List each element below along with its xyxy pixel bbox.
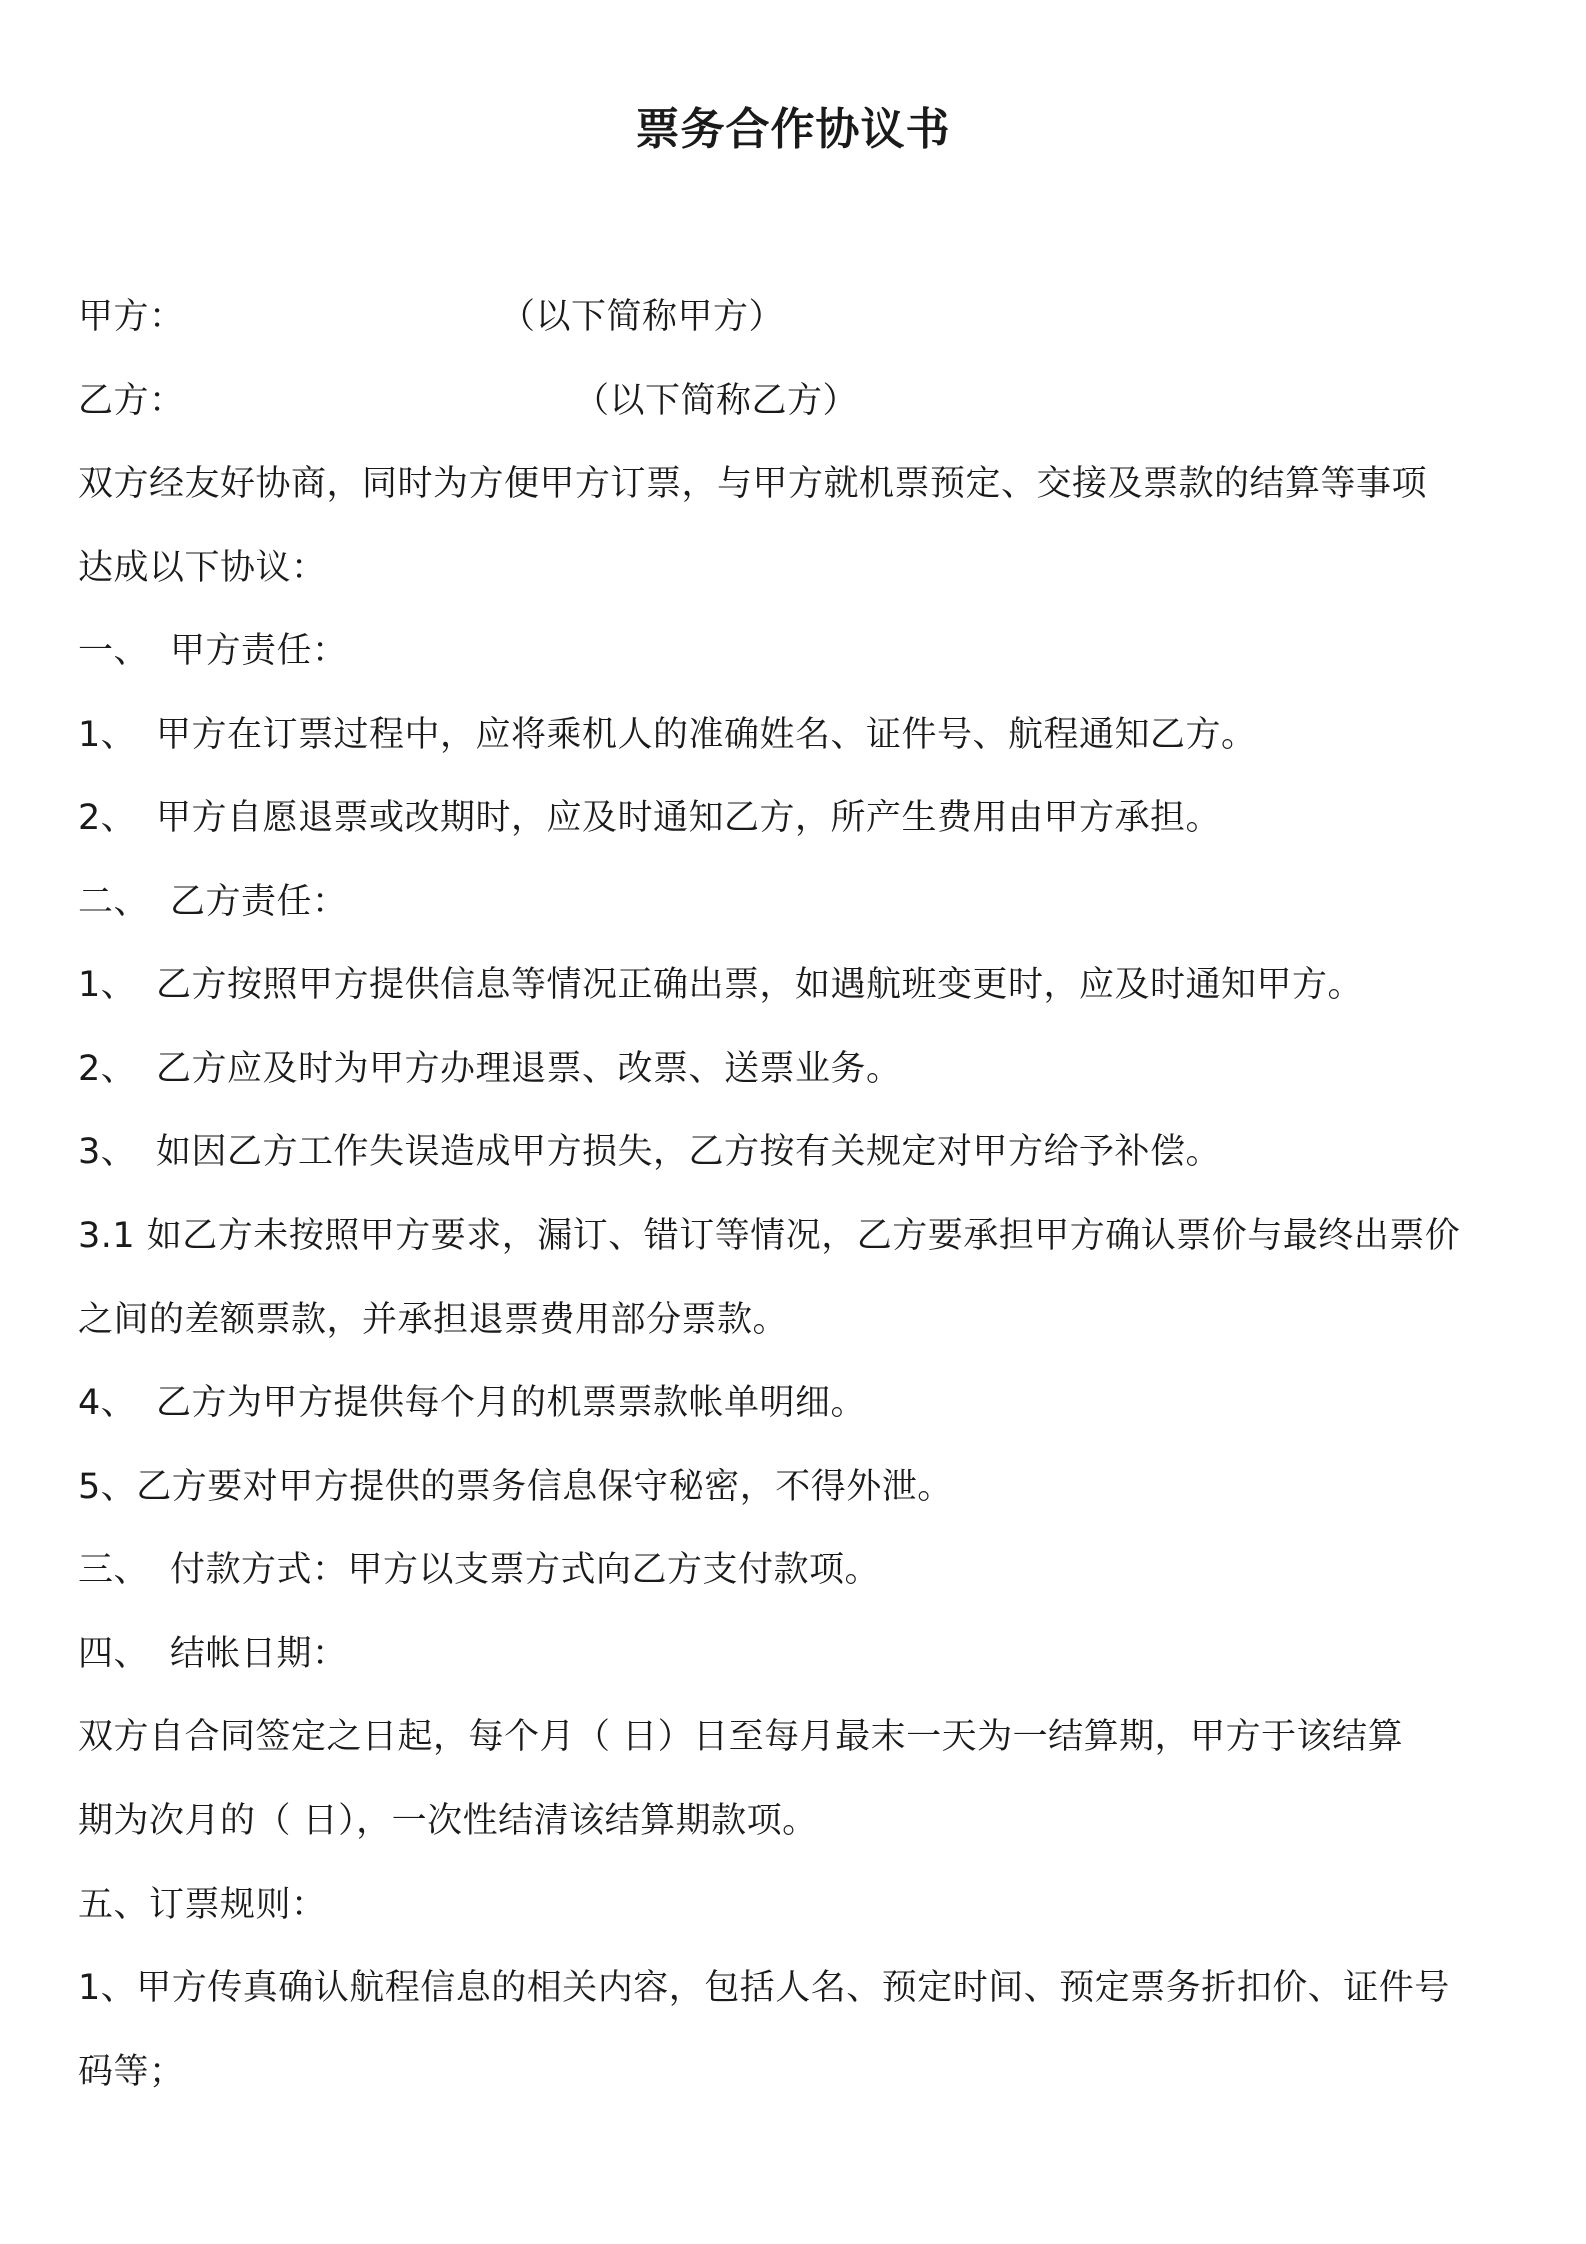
s2-item-2-number: 2、 [78, 1049, 137, 1089]
s2-clause-3-1-line-2: 之间的差额票款，并承担退票费用部分票款。 [78, 1300, 789, 1340]
section-1-heading [78, 626, 348, 676]
s2-item-4-number: 4、 [78, 1383, 137, 1423]
intro-line-1: 双方经友好协商，同时为方便甲方订票，与甲方就机票预定、交接及票款的结算等事项 [78, 464, 1428, 504]
s2-item-5: 5、乙方要对甲方提供的票务信息保守秘密，不得外泄。 [78, 1467, 953, 1507]
section-4-title: 结帐日期： [170, 1634, 348, 1674]
s2-item-1 [78, 960, 1363, 1010]
section-2-heading [78, 877, 348, 927]
section-2-title: 乙方责任： [170, 882, 348, 922]
party-b-suffix: （以下简称乙方） [574, 381, 859, 421]
s2-item-3-number: 3、 [78, 1132, 137, 1172]
party-b-label: 乙方： [78, 381, 185, 421]
s2-item-2-text: 乙方应及时为甲方办理退票、改票、送票业务。 [156, 1049, 902, 1089]
section-3-number: 三、 [78, 1550, 150, 1590]
section-5-heading: 五、订票规则： [78, 1885, 327, 1925]
s2-item-1-text: 乙方按照甲方提供信息等情况正确出票，如遇航班变更时，应及时通知甲方。 [156, 965, 1364, 1005]
s5-item-1-line-1: 1、甲方传真确认航程信息的相关内容，包括人名、预定时间、预定票务折扣价、证件号 [78, 1968, 1450, 2008]
s2-item-2 [78, 1044, 902, 1094]
section-4-heading [78, 1629, 348, 1679]
section-1-number: 一、 [78, 631, 150, 671]
s1-item-1-text: 甲方在订票过程中，应将乘机人的准确姓名、证件号、航程通知乙方。 [156, 715, 1257, 755]
document-title: 票务合作协议书 [635, 104, 951, 155]
intro-line-2: 达成以下协议： [78, 548, 327, 588]
party-a-suffix: （以下简称甲方） [500, 297, 785, 337]
s1-item-2-text: 甲方自愿退票或改期时，应及时通知乙方，所产生费用由甲方承担。 [156, 798, 1222, 838]
s4-text-line-2: 期为次月的（ 日），一次性结清该结算期款项。 [78, 1801, 818, 1841]
s4-text-line-1: 双方自合同签定之日起，每个月（ 日）日至每月最末一天为一结算期，甲方于该结算 [78, 1717, 1404, 1757]
section-3-title: 付款方式：甲方以支票方式向乙方支付款项。 [170, 1550, 881, 1590]
s1-item-2 [78, 793, 1221, 843]
section-2-number: 二、 [78, 882, 150, 922]
section-1-title: 甲方责任： [170, 631, 348, 671]
s2-item-1-number: 1、 [78, 965, 137, 1005]
section-3-heading [78, 1545, 880, 1595]
s1-item-1-number: 1、 [78, 715, 137, 755]
s2-item-4-text: 乙方为甲方提供每个月的机票票款帐单明细。 [156, 1383, 867, 1423]
section-4-number: 四、 [78, 1634, 150, 1674]
party-a-label: 甲方： [78, 297, 185, 337]
s2-clause-3-1-line-1: 3.1 如乙方未按照甲方要求，漏订、错订等情况，乙方要承担甲方确认票价与最终出票价 [78, 1216, 1461, 1256]
s2-item-4 [78, 1378, 866, 1428]
s2-item-3-text: 如因乙方工作失误造成甲方损失，乙方按有关规定对甲方给予补偿。 [156, 1132, 1222, 1172]
s1-item-1 [78, 710, 1257, 760]
s5-item-1-line-2: 码等； [78, 2052, 185, 2092]
s2-item-3 [78, 1127, 1221, 1177]
s1-item-2-number: 2、 [78, 798, 137, 838]
